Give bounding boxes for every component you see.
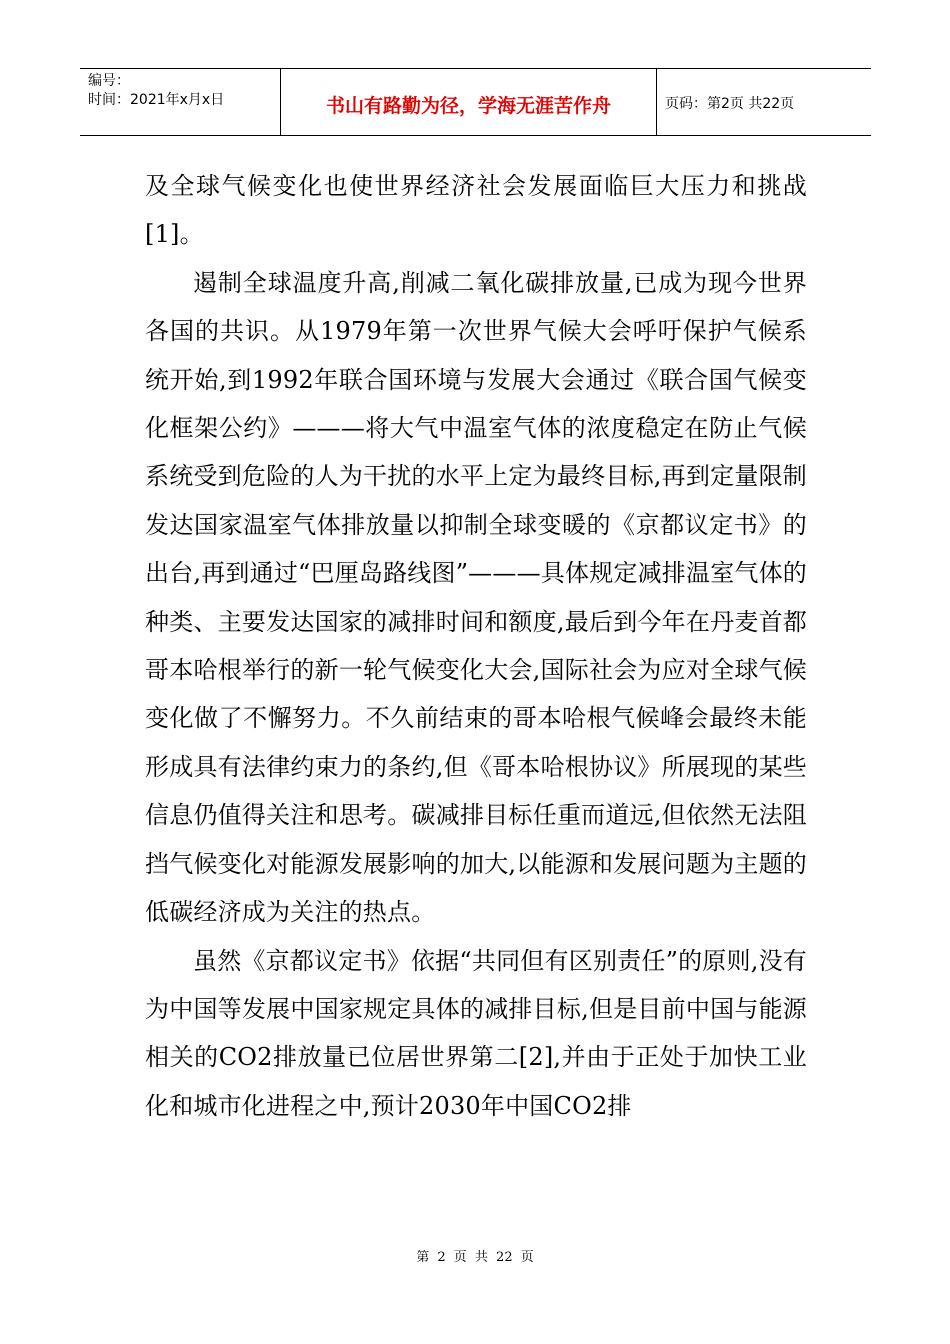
- document-body: [145, 162, 807, 1130]
- page-header: [80, 68, 871, 136]
- page-footer: 第 2 页 共 22 页: [416, 1250, 534, 1265]
- body-paragraph: 及全球气候变化也使世界经济社会发展面临巨大压力和挑战[1]。: [145, 172, 807, 249]
- header-page-info: 页码：第2页 共22页: [665, 96, 795, 112]
- document-number-label: 编号：: [88, 73, 130, 89]
- header-motto: 书山有路勤为径，学海无涯苦作舟: [281, 69, 657, 135]
- body-paragraph: 遏制全球温度升高,削减二氧化碳排放量,已成为现今世界各国的共识。从1979年第一次世界气候大会呼吁保护气候系统开始,到1992年联合国环境与发展大会通过《联合国气候变化框架公约》———将大气中温室气体的浓度稳定在防止气候系统受到危险的人为干扰的水平上定为最终目标,再到定量限制发达国家温室气体排放量以抑制全球变暖的《京都议定书》的出台,再到通过“巴厘岛路线图”———具体规定减排温室气体的种类、主要发达国家的减排时间和额度,最后到今年在丹麦首都哥本哈根举行的新一轮气候变化大会,国际社会为应对全球气候变化做了不懈努力。不久前结束的哥本哈根气候峰会最终未能形成具有法律约束力的条约,但《哥本哈根协议》所展现的某些信息仍值得关注和思考。碳减排目标任重而道远,但依然无法阻挡气候变化对能源发展影响的加大,以能源和发展问题为主题的低碳经济成为关注的热点。: [145, 268, 807, 927]
- document-time-label: 时间：2021年x月x日: [88, 92, 225, 108]
- header-meta: [80, 69, 281, 135]
- body-paragraph: 虽然《京都议定书》依据“共同但有区别责任”的原则,没有为中国等发展中国家规定具体的减排目标,但是目前中国与能源相关的CO2排放量已位居世界第二[2],并由于正处于加快工业化和城市化进程之中,预计2030年中国CO2排: [145, 946, 807, 1120]
